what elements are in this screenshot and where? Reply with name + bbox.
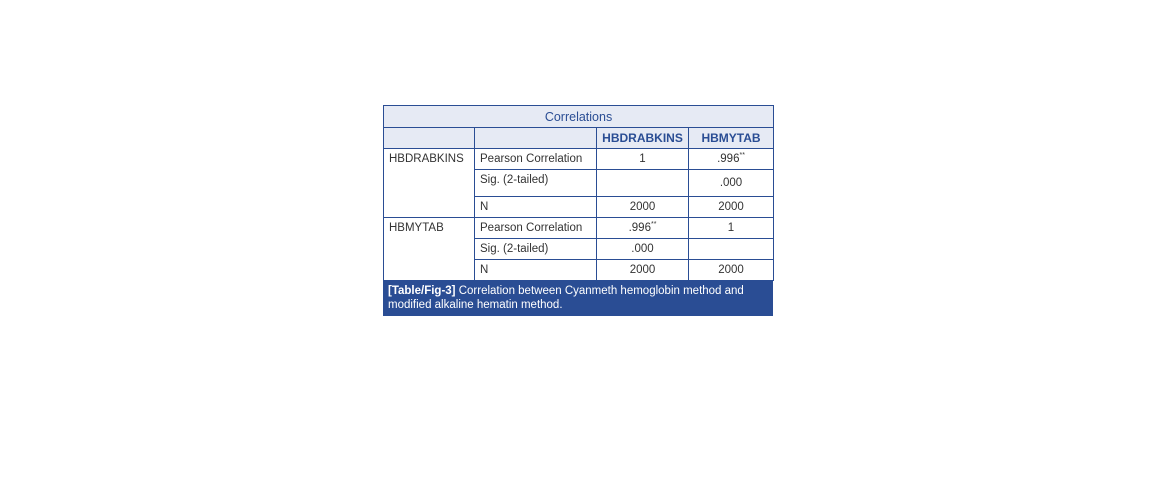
column-header-row bbox=[384, 128, 774, 149]
column-header-empty-2 bbox=[475, 128, 597, 149]
cell-value bbox=[689, 239, 774, 260]
caption-label: [Table/Fig-3] bbox=[388, 285, 456, 297]
cell-value: .000 bbox=[597, 239, 689, 260]
figure-caption bbox=[383, 281, 773, 316]
cell-value: 2000 bbox=[689, 197, 774, 218]
stat-label: Pearson Correlation bbox=[475, 218, 597, 239]
caption-text: Correlation between Cyanmeth hemoglobin method and modified alkaline hematin method. bbox=[388, 285, 744, 311]
row-variable-hbdrabkins: HBDRABKINS bbox=[384, 149, 475, 218]
cell-value: 2000 bbox=[597, 197, 689, 218]
cell-value: 2000 bbox=[597, 260, 689, 281]
cell-value: 2000 bbox=[689, 260, 774, 281]
cell-value: .000 bbox=[689, 170, 774, 197]
column-header-hbdrabkins: HBDRABKINS bbox=[597, 128, 689, 149]
cell-value: 1 bbox=[689, 218, 774, 239]
stat-label: Sig. (2-tailed) bbox=[475, 170, 597, 197]
cell-value bbox=[597, 170, 689, 197]
significance-mark: ** bbox=[650, 221, 657, 229]
table-title: Correlations bbox=[384, 106, 774, 128]
significance-mark: ** bbox=[739, 152, 745, 160]
table-row bbox=[384, 218, 774, 239]
correlation-table-figure bbox=[383, 105, 773, 316]
cell-value-with-mark bbox=[689, 149, 774, 170]
stat-label: Sig. (2-tailed) bbox=[475, 239, 597, 260]
column-header-hbmytab: HBMYTAB bbox=[689, 128, 774, 149]
stat-label: Pearson Correlation bbox=[475, 149, 597, 170]
stat-label: N bbox=[475, 197, 597, 218]
column-header-empty-1 bbox=[384, 128, 475, 149]
correlations-table bbox=[383, 105, 774, 281]
cell-value: 1 bbox=[597, 149, 689, 170]
row-variable-hbmytab: HBMYTAB bbox=[384, 218, 475, 281]
cell-value-with-mark bbox=[597, 218, 689, 239]
stat-label: N bbox=[475, 260, 597, 281]
cell-value: .996 bbox=[717, 153, 740, 165]
table-row bbox=[384, 149, 774, 170]
cell-value: .996 bbox=[628, 222, 651, 234]
